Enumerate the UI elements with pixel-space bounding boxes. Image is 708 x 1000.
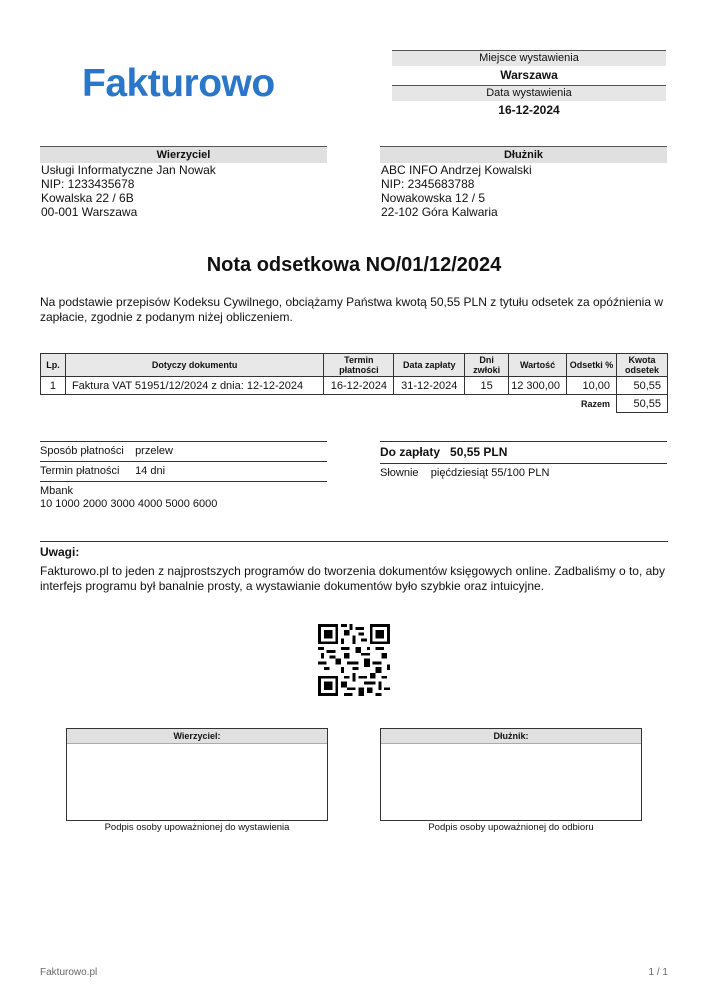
amount-due-label: Do zapłaty: [380, 445, 441, 459]
col-interest-rate: Odsetki %: [567, 354, 617, 377]
qr-code-icon: [318, 624, 390, 696]
debtor-name: ABC INFO Andrzej Kowalski: [381, 163, 532, 177]
creditor-header: Wierzyciel: [40, 146, 327, 163]
table-header-row: [41, 354, 668, 377]
sum-value: 50,55: [616, 395, 667, 413]
payment-method-value: przelew: [135, 445, 173, 457]
amount-due-row: [380, 441, 667, 463]
amount-words-row: [380, 463, 667, 483]
cell-interest-amount: 50,55: [616, 377, 667, 395]
date-label: Data wystawienia: [392, 85, 666, 101]
cell-days-late: 15: [465, 377, 509, 395]
col-payment-date: Data zapłaty: [394, 354, 465, 377]
col-lp: Lp.: [41, 354, 66, 377]
company-logo: Fakturowo: [82, 62, 275, 105]
debtor-street: Nowakowska 12 / 5: [381, 191, 486, 205]
debtor-nip: NIP: 2345683788: [381, 177, 475, 191]
bank-info: [40, 481, 327, 511]
cell-interest-rate: 10,00: [567, 377, 617, 395]
document-title: Nota odsetkowa NO/01/12/2024: [206, 254, 502, 276]
payment-term-value: 14 dni: [135, 465, 166, 477]
creditor-nip: NIP: 1233435678: [41, 177, 135, 191]
creditor-city: 00-001 Warszawa: [41, 205, 138, 219]
notes-text: Fakturowo.pl to jeden z najprostszych programów do tworzenia dokumentów księgowych online. Zadbaliśmy o to, aby interfejs programu był banalnie prosty, a wystawianie dokumentów było szybkie oraz intuicyjne.: [40, 564, 665, 593]
payment-term-row: [40, 461, 327, 481]
payment-method-row: [40, 441, 327, 461]
footer-site: Fakturowo.pl: [40, 967, 98, 978]
debtor-header: Dłużnik: [380, 146, 667, 163]
divider: [40, 541, 668, 542]
cell-payment-date: 31-12-2024: [394, 377, 465, 395]
cell-due-date: 16-12-2024: [324, 377, 394, 395]
bank-name: Mbank: [40, 485, 74, 497]
issue-meta: [392, 50, 666, 120]
creditor-block: [40, 146, 327, 219]
cell-value: 12 300,00: [509, 377, 567, 395]
amount-words-label: Słownie: [380, 467, 419, 479]
cell-lp: 1: [41, 377, 66, 395]
table-sum-row: [41, 395, 668, 413]
place-label: Miejsce wystawienia: [392, 50, 666, 66]
table-row: [41, 377, 668, 395]
col-value: Wartość: [509, 354, 567, 377]
debtor-city: 22-102 Góra Kalwaria: [381, 205, 498, 219]
col-interest-amount: Kwota odsetek: [616, 354, 667, 377]
creditor-signature-box: [66, 728, 328, 821]
debtor-block: [380, 146, 667, 219]
debtor-signature-box: [380, 728, 642, 821]
amount-words-value: pięćdziesiąt 55/100 PLN: [430, 467, 550, 479]
date-value: 16-12-2024: [498, 103, 560, 117]
col-document: Dotyczy dokumentu: [65, 354, 323, 377]
payment-method-label: Sposób płatności: [40, 445, 124, 457]
debtor-signature-caption: Podpis osoby upoważnionej do odbioru: [428, 822, 594, 833]
intro-text: Na podstawie przepisów Kodeksu Cywilnego, obciążamy Państwa kwotą 50,55 PLN z tytułu odsetek za opóźnienia w zapłacie, zgodnie z podanym niżej obliczeniem.: [40, 295, 664, 324]
amount-due-value: 50,55 PLN: [450, 445, 508, 459]
creditor-street: Kowalska 22 / 6B: [41, 191, 134, 205]
notes-header: Uwagi:: [40, 545, 80, 559]
footer-page: 1 / 1: [648, 967, 668, 978]
creditor-signature-caption: Podpis osoby upoważnionej do wystawienia: [104, 822, 290, 833]
cell-document: Faktura VAT 51951/12/2024 z dnia: 12-12-2024: [65, 377, 323, 395]
bank-account: 10 1000 2000 3000 4000 5000 6000: [40, 498, 218, 510]
payment-block: [40, 441, 327, 511]
col-due-date: Termin płatności: [324, 354, 394, 377]
payment-term-label: Termin płatności: [40, 465, 120, 477]
debtor-signature-header: Dłużnik:: [381, 729, 641, 744]
col-days-late: Dni zwłoki: [465, 354, 509, 377]
creditor-signature-header: Wierzyciel:: [67, 729, 327, 744]
interest-table: [40, 353, 668, 413]
sum-label: Razem: [580, 398, 610, 409]
creditor-name: Usługi Informatyczne Jan Nowak: [41, 163, 216, 177]
amount-due-block: [380, 441, 667, 483]
place-value: Warszawa: [500, 68, 558, 82]
